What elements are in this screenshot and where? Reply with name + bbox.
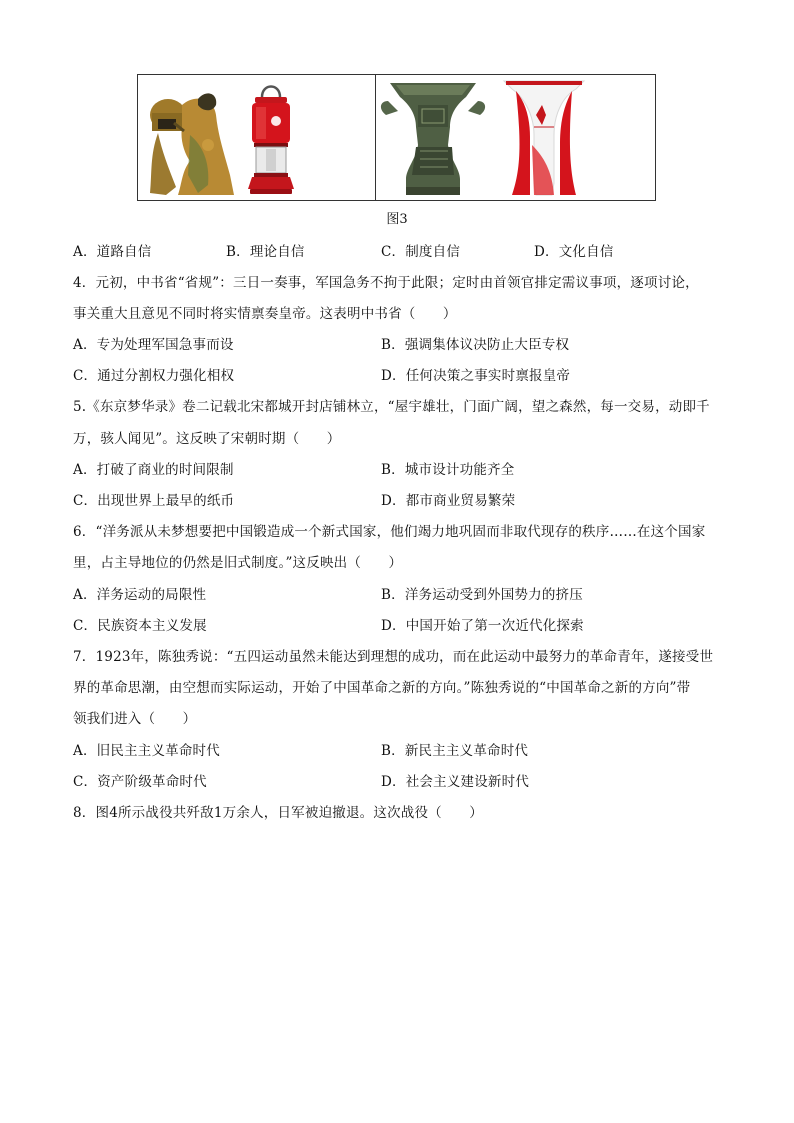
q7-option-b[interactable]: B．新民主主义革命时代 bbox=[381, 743, 529, 759]
q7-option-c[interactable]: C．资产阶级革命时代 bbox=[73, 774, 207, 790]
q3-option-d[interactable]: D．文化自信 bbox=[534, 244, 614, 260]
q6-stem-line-2: 里，占主导地位的仍然是旧式制度。”这反映出（ ） bbox=[73, 555, 403, 571]
q7-stem-line-2: 界的革命思潮，由空想而实际运动，开始了中国革命之新的方向。”陈独秀说的“中国革命之新的方向”带 bbox=[73, 680, 691, 696]
q7-option-d[interactable]: D．社会主义建设新时代 bbox=[381, 774, 530, 790]
q4-stem-line-1: 4．元初，中书省“省规”：三日一奏事，军国急务不拘于此限；定时由首领官排定需议事项，逐项讨论， bbox=[73, 275, 699, 291]
q7-stem-line-3: 领我们进入（ ） bbox=[73, 711, 197, 727]
q4-option-b[interactable]: B．强调集体议决防止大臣专权 bbox=[381, 337, 570, 353]
q8-stem-line-1: 8．图4所示战役共歼敌1万余人，日军被迫撤退。这次战役（ ） bbox=[73, 805, 483, 821]
q4-option-c[interactable]: C．通过分割权力强化相权 bbox=[73, 368, 235, 384]
red-lantern bbox=[248, 87, 294, 195]
q3-option-b[interactable]: B．理论自信 bbox=[226, 244, 305, 260]
q4-option-d[interactable]: D．任何决策之事实时禀报皇帝 bbox=[381, 368, 571, 384]
olympic-cauldron bbox=[504, 81, 584, 195]
q6-option-a[interactable]: A．洋务运动的局限性 bbox=[73, 587, 207, 603]
q5-option-b[interactable]: B．城市设计功能齐全 bbox=[381, 462, 515, 478]
figure-3-left-cell bbox=[138, 75, 375, 200]
figure-3-table bbox=[137, 74, 656, 201]
q5-stem-line-1: 5.《东京梦华录》卷二记载北宋都城开封店铺林立，“屋宇雄壮，门面广阔，望之森然，每一交易，动即千 bbox=[73, 399, 710, 415]
bronze-lamp-and-lantern-image bbox=[138, 75, 375, 200]
figure-3-right-cell bbox=[376, 75, 655, 200]
q5-stem-line-2: 万，骇人闻见”。这反映了宋朝时期（ ） bbox=[73, 431, 341, 447]
q3-option-a[interactable]: A．道路自信 bbox=[73, 244, 152, 260]
q7-stem-line-1: 7．1923年，陈独秀说：“五四运动虽然未能达到理想的成功，而在此运动中最努力的革命青年，遂接受世 bbox=[73, 649, 714, 665]
q6-option-d[interactable]: D．中国开始了第一次近代化探索 bbox=[381, 618, 584, 634]
bronze-zun-and-cauldron-image bbox=[376, 75, 655, 200]
figure-3-caption: 图3 bbox=[386, 212, 408, 227]
q4-stem-line-2: 事关重大且意见不同时将实情禀奏皇帝。这表明中书省（ ） bbox=[73, 306, 457, 322]
bronze-zun-vessel bbox=[381, 83, 485, 195]
q7-option-a[interactable]: A．旧民主主义革命时代 bbox=[73, 743, 220, 759]
q3-option-c[interactable]: C．制度自信 bbox=[381, 244, 461, 260]
q4-option-a[interactable]: A．专为处理军国急事而设 bbox=[73, 337, 234, 353]
q6-option-c[interactable]: C．民族资本主义发展 bbox=[73, 618, 207, 634]
q5-option-d[interactable]: D．都市商业贸易繁荣 bbox=[381, 493, 516, 509]
q6-option-b[interactable]: B．洋务运动受到外国势力的挤压 bbox=[381, 587, 583, 603]
bronze-lamp-figurine bbox=[150, 93, 234, 195]
q6-stem-line-1: 6．“洋务派从未梦想要把中国锻造成一个新式国家，他们竭力地巩固而非取代现存的秩序……在这个国家 bbox=[73, 524, 706, 540]
q5-option-a[interactable]: A．打破了商业的时间限制 bbox=[73, 462, 234, 478]
q5-option-c[interactable]: C．出现世界上最早的纸币 bbox=[73, 493, 235, 509]
